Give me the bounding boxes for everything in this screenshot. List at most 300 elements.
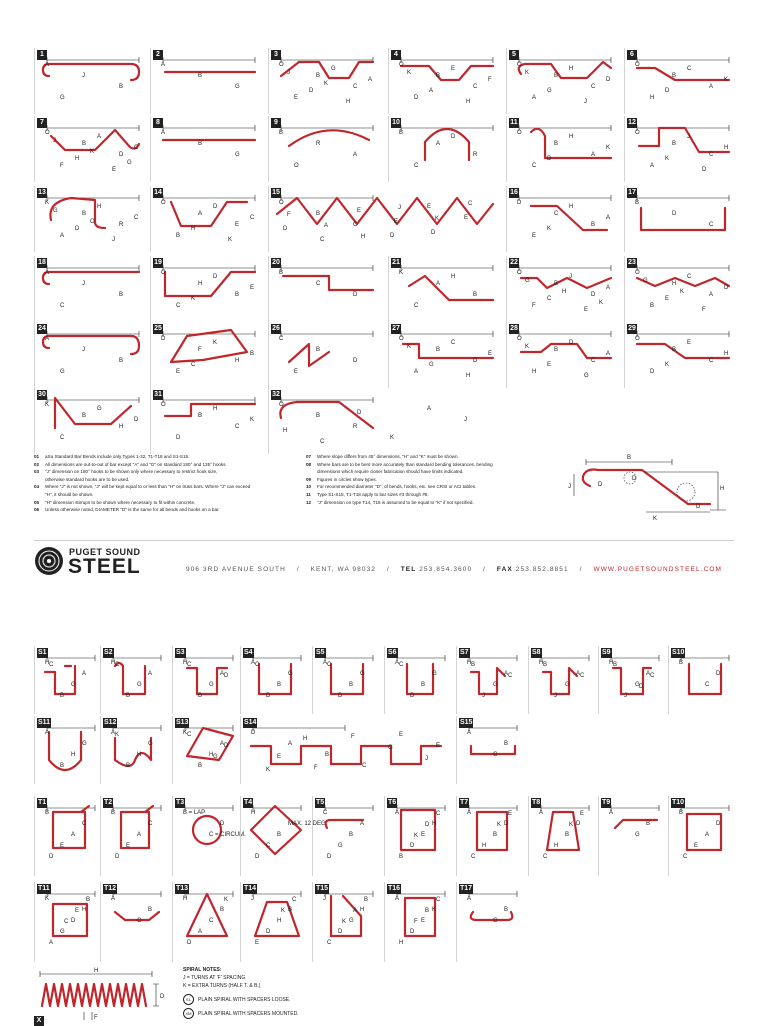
dimension-label: B — [148, 907, 153, 913]
dimension-label: D — [724, 285, 729, 291]
dimension-label: C — [687, 274, 692, 280]
dimension-label: D — [161, 336, 166, 342]
dimension-label: C — [508, 673, 513, 679]
dimension-label: B — [425, 908, 430, 914]
dimension-label: E — [60, 843, 65, 849]
bar-shape — [637, 68, 729, 80]
type-number-badge: 17 — [628, 189, 636, 196]
dimension-label: J — [464, 417, 467, 423]
dimension-label: O — [90, 219, 95, 225]
tie-type-t9 — [598, 796, 666, 876]
dimension-label: K — [45, 896, 50, 902]
bend-shape-drawing — [529, 796, 597, 876]
dimension-label: B — [554, 347, 559, 353]
dimension-label: A — [467, 810, 472, 816]
type-number-badge: 30 — [38, 391, 46, 398]
city: KENT, WA 98032 — [310, 566, 377, 573]
bend-shape-drawing — [35, 388, 151, 454]
dimension-line — [401, 331, 493, 337]
dimension-label: C — [353, 222, 358, 228]
tie-type-t5 — [312, 796, 380, 876]
type-number-badge: T3 — [176, 799, 185, 806]
dimension-label: A — [288, 741, 293, 747]
dimension-label: G — [60, 369, 65, 375]
dimension-label: A — [220, 741, 225, 747]
type-number-badge: T10 — [672, 799, 685, 806]
dimension-label: F — [488, 77, 492, 83]
dimension-label: B — [86, 897, 91, 903]
dimension-label: C — [60, 435, 65, 441]
bend-shape-drawing — [625, 186, 741, 252]
dimension-label: G — [429, 362, 434, 368]
truss-bar-detail — [560, 452, 740, 522]
dimension-label: H — [466, 373, 471, 379]
dimension-label: A — [353, 152, 358, 158]
dimension-label: E — [687, 340, 692, 346]
dimension-label: H — [554, 843, 559, 849]
bar-shape — [283, 276, 373, 290]
bend-shape-drawing — [385, 796, 453, 876]
dimension-label: E — [394, 219, 399, 225]
bar-shape — [187, 894, 227, 936]
separator: / — [386, 566, 390, 573]
dimension-label: C — [547, 296, 552, 302]
stirrup-type-s4 — [240, 646, 308, 714]
dimension-label: A — [45, 730, 50, 736]
bar-bend-type-4 — [388, 48, 504, 114]
dimension-label: H — [562, 289, 567, 295]
spiral-notes-title: SPIRAL NOTES: — [183, 967, 222, 973]
bend-shape-drawing — [625, 116, 741, 182]
bar-bend-type-5 — [506, 48, 622, 114]
type-number-badge: T2 — [104, 799, 113, 806]
type-number-badge: T8 — [532, 799, 541, 806]
dimension-label: O — [635, 336, 640, 342]
dimension-line — [47, 397, 139, 403]
dimension-label: A — [82, 671, 87, 677]
tie-type-t8 — [528, 796, 596, 876]
dimension-label: B — [554, 73, 559, 79]
dimension-label: K — [665, 362, 670, 368]
bar-shape — [547, 812, 579, 850]
dimension-label: B — [316, 413, 321, 419]
dimension-label: D — [327, 854, 332, 860]
dimension-label: K — [525, 70, 530, 76]
dimension-line — [185, 655, 233, 661]
dimension-line — [637, 331, 729, 337]
dimension-label: K — [191, 296, 196, 302]
dimension-label: D — [716, 821, 721, 827]
bar-bend-type-31 — [150, 388, 266, 454]
bar-shape — [521, 344, 611, 358]
dimension-label: C — [320, 439, 325, 445]
type-number-badge: 4 — [391, 50, 401, 60]
note-number: 06 — [34, 507, 40, 513]
dimension-label: E — [421, 918, 426, 924]
dimension-label: G — [643, 278, 648, 284]
spiral-option-text: PLAIN SPIRAL WITH SPACERS LOOSE. — [198, 996, 291, 1003]
dimension-label: D — [220, 821, 225, 827]
dimension-label: H — [97, 204, 102, 210]
stirrup-type-s11 — [34, 716, 102, 784]
bar-bend-type-21 — [388, 256, 504, 322]
dimension-label: A — [251, 660, 256, 666]
dimension-label: B — [119, 292, 124, 298]
dimension-label: E — [235, 222, 240, 228]
detail-label-d1: D — [598, 482, 603, 488]
dimension-label: O — [161, 200, 166, 206]
type-number-badge: S10 — [672, 649, 685, 656]
dimension-label: H — [569, 66, 574, 72]
dimension-label: B — [349, 832, 354, 838]
dimension-label: O — [517, 130, 522, 136]
dimension-label: D — [606, 77, 611, 83]
bar-shape — [45, 666, 75, 694]
bar-bend-type-10 — [388, 116, 504, 182]
type-number-badge: T15 — [316, 885, 329, 892]
dimension-label: J — [82, 73, 85, 79]
dimension-label: H — [432, 821, 437, 827]
dimension-label: C — [683, 854, 688, 860]
dimension-label: E — [399, 732, 404, 738]
bar-bend-type-27 — [388, 322, 504, 388]
type-number-badge: S11 — [38, 719, 51, 726]
note-text: Unless otherwise noted, DIAMETER "D" is the same for all bends and hooks on a bar. — [45, 507, 220, 513]
dimension-label: B — [235, 292, 240, 298]
dimension-label: C — [543, 854, 548, 860]
dimension-label: A — [45, 336, 50, 342]
dimension-line — [681, 805, 729, 811]
dimension-label: O — [294, 163, 299, 169]
bar-shape — [51, 130, 139, 150]
dimension-label: C — [414, 303, 419, 309]
note-row — [34, 468, 250, 476]
tel-number: 253.854.3600 — [419, 566, 473, 573]
bend-shape-drawing — [151, 48, 267, 114]
dimension-label: C — [353, 84, 358, 90]
bar-shape — [637, 344, 729, 358]
note-number: 12 — [306, 499, 312, 505]
dimension-label: A — [324, 223, 329, 229]
type-number-badge: T14 — [244, 885, 257, 892]
dimension-label: D — [504, 821, 509, 827]
dimension-label: A — [45, 62, 50, 68]
dimension-label: A — [220, 671, 225, 677]
dimension-line — [519, 57, 611, 63]
dimension-label: A — [60, 233, 65, 239]
dimension-label: B — [325, 752, 330, 758]
dimension-label: B — [679, 810, 684, 816]
dimension-label: H — [183, 896, 188, 902]
dimension-line — [163, 265, 255, 271]
dimension-label: C — [316, 281, 321, 287]
type-number-badge: 19 — [154, 259, 162, 266]
dimension-label: D — [410, 693, 415, 699]
dimension-label: A — [429, 88, 434, 94]
dimension-label: A — [45, 270, 50, 276]
bend-shape-drawing — [389, 116, 505, 182]
dimension-label: J — [398, 205, 401, 211]
dimension-line — [47, 57, 139, 63]
stirrup-type-s13 — [172, 716, 240, 784]
type-number-badge: S15 — [460, 719, 473, 726]
dimension-label: H — [191, 226, 196, 232]
dimension-label: B — [473, 292, 478, 298]
dimension-label: G — [493, 752, 498, 758]
dimension-label: E — [277, 754, 282, 760]
bend-shape-drawing — [35, 48, 151, 114]
dimension-label: J — [425, 756, 428, 762]
dimension-line — [637, 265, 729, 271]
type-number-badge: 7 — [37, 118, 47, 128]
type-number-badge: T6 — [388, 799, 397, 806]
dimension-label: D — [75, 226, 80, 232]
dimension-label: K — [569, 822, 574, 828]
dimension-label: F — [351, 734, 355, 740]
stirrup-type-s2 — [100, 646, 168, 714]
dimension-label: C — [473, 84, 478, 90]
dimension-label: K — [665, 156, 670, 162]
bar-shape — [43, 64, 139, 80]
dimension-label: D — [431, 230, 436, 236]
dimension-label: B — [613, 662, 618, 668]
dimension-label: A — [705, 832, 710, 838]
note-number: 07 — [306, 454, 312, 459]
dimension-label: E — [357, 208, 362, 214]
type-badge-x: X — [34, 1016, 44, 1026]
dimension-line — [47, 265, 139, 271]
dimension-label: J — [251, 896, 254, 902]
dimension-label: J — [624, 693, 627, 699]
bar-bend-type-24 — [34, 322, 150, 388]
dimension-label: G — [349, 918, 354, 924]
dimension-label: C — [115, 662, 120, 668]
dimension-label: J — [687, 134, 690, 140]
dimension-label: D — [255, 854, 260, 860]
note-text: "H", it should be shown. — [45, 491, 94, 497]
dimension-label: K — [390, 435, 395, 441]
dimension-label: B — [198, 413, 203, 419]
note-text: otherwise standard hooks are to be used. — [45, 476, 130, 482]
bend-shape-drawing — [457, 882, 525, 962]
type-number-badge: T13 — [176, 885, 189, 892]
dimension-label: F — [702, 307, 706, 313]
dimension-label: B — [82, 211, 87, 217]
dimension-label: E — [294, 369, 299, 375]
dimension-label: D — [390, 233, 395, 239]
dimension-label: B — [565, 832, 570, 838]
bend-shape-drawing — [669, 796, 737, 876]
dimension-label: K — [183, 730, 188, 736]
note-number: 02 — [34, 461, 40, 467]
type-number-badge: 1 — [37, 50, 47, 60]
note-text: Where slope differs from 45° dimensions, "H" and "K" must be shown. — [317, 454, 459, 459]
type-number-badge: 10 — [392, 119, 400, 126]
dimension-label: B — [82, 141, 87, 147]
dimension-label: K — [45, 402, 50, 408]
stirrup-type-s15 — [456, 716, 524, 784]
dimension-line — [253, 725, 345, 731]
dimension-label: B — [554, 141, 559, 147]
stirrup-type-s8 — [528, 646, 596, 714]
bend-shape-drawing — [35, 256, 151, 322]
dimension-label: B — [650, 303, 655, 309]
dimension-label: G — [584, 373, 589, 379]
type-number-badge: S4 — [244, 649, 253, 656]
dimension-label: H — [75, 156, 80, 162]
dimension-label: H — [609, 660, 614, 666]
dimension-label: K — [724, 77, 729, 83]
dimension-line — [519, 331, 611, 337]
dimension-label: E — [126, 843, 131, 849]
stirrup-type-s1 — [34, 646, 102, 714]
dimension-label: E — [694, 843, 699, 849]
dimension-label: D — [251, 730, 256, 736]
bend-shape-drawing — [101, 796, 169, 876]
dimension-label: K — [266, 767, 271, 773]
dimension-label: K — [547, 226, 552, 232]
bar-bend-type-9 — [268, 116, 384, 182]
dimension-label: E — [176, 369, 181, 375]
type-number-badge: T17 — [460, 885, 473, 892]
dimension-label: H — [213, 406, 218, 412]
note-row — [306, 483, 493, 491]
bar-bend-type-12 — [624, 116, 740, 182]
dimension-label: A — [111, 896, 116, 902]
dimension-label: A — [148, 671, 153, 677]
dimension-label: D — [119, 152, 124, 158]
spiral-note-line: K = EXTRA TURNS (HALF T. & B.) — [183, 983, 261, 989]
dimension-label: C — [148, 821, 153, 827]
dimension-label: K — [213, 340, 218, 346]
dimension-label: R — [473, 152, 478, 158]
bar-shape — [251, 806, 301, 854]
dimension-label: E — [294, 95, 299, 101]
separator: / — [483, 566, 486, 573]
bend-shape-drawing — [313, 882, 381, 962]
dimension-label: D — [266, 929, 271, 935]
bend-shape-drawing — [507, 116, 623, 182]
dimension-label: D — [338, 693, 343, 699]
dimension-label: A — [198, 211, 203, 217]
dimension-label: B — [399, 130, 404, 136]
bar-shape — [259, 664, 291, 694]
note-row — [34, 483, 250, 491]
dimension-label: H — [283, 428, 288, 434]
dimension-label: G — [338, 843, 343, 849]
dimension-label: A — [606, 215, 611, 221]
dimension-label: C — [255, 662, 260, 668]
separator: / — [296, 566, 300, 573]
xm-badge-icon: XM — [183, 1008, 194, 1019]
dimension-label: D — [357, 410, 362, 416]
dimension-label: O — [517, 270, 522, 276]
type-number-badge: T5 — [316, 799, 325, 806]
dimension-label: B — [198, 763, 203, 769]
dimension-label: B — [82, 413, 87, 419]
dimension-label: D — [547, 156, 552, 162]
dimension-label: B — [119, 84, 124, 90]
type-number-badge: 25 — [154, 325, 162, 332]
dimension-label: B — [126, 763, 131, 769]
dimension-label: C — [82, 821, 87, 827]
dimension-label: D — [283, 226, 288, 232]
stirrup-type-s5 — [312, 646, 380, 714]
dimension-label: E — [75, 908, 80, 914]
dimension-label: C — [327, 662, 332, 668]
dimension-label: C — [134, 145, 139, 151]
type-number-badge: S1 — [38, 649, 47, 656]
dimension-label: B — [471, 662, 476, 668]
dimension-line — [611, 655, 659, 661]
bend-shape-drawing — [385, 882, 453, 962]
dimension-label: B — [543, 662, 548, 668]
tie-type-t2 — [100, 796, 168, 876]
dimension-label: C — [250, 215, 255, 221]
dimension-label: H — [277, 918, 282, 924]
bend-shape-drawing — [35, 116, 151, 182]
bar-bend-type-20 — [268, 256, 384, 322]
dimension-label: E — [427, 204, 432, 210]
dimension-label: B — [635, 200, 640, 206]
note-text: All dimensions are out-to-out of bar except "A" and "G" on standard 180° and 135° hooks. — [45, 461, 227, 467]
dimension-label: D — [187, 940, 192, 946]
dimension-label: A — [414, 369, 419, 375]
dimension-label: G — [388, 745, 393, 751]
type-number-badge: 18 — [38, 259, 46, 266]
sl-badge-icon: SL — [183, 994, 194, 1005]
dimension-line — [469, 725, 517, 731]
type-number-badge: 13 — [38, 189, 46, 196]
dimension-label: D — [451, 134, 456, 140]
note-text: For recommended diameter "D", of bends, hooks, etc. see CRSI or ACI tables. — [317, 484, 477, 490]
dimension-label: C — [399, 662, 404, 668]
bar-shape — [281, 62, 373, 78]
dimension-label: B — [60, 693, 65, 699]
dimension-label: F — [60, 163, 64, 169]
bar-shape — [521, 278, 611, 288]
type-number-badge: 21 — [392, 259, 400, 266]
bend-shape-drawing — [507, 256, 623, 322]
website-link[interactable]: WWW.PUGETSOUNDSTEEL.COM — [593, 566, 723, 573]
fax-number: 253.852.8851 — [515, 566, 569, 573]
dimension-label: O — [161, 402, 166, 408]
dimension-label: D — [134, 417, 139, 423]
bend-shape-drawing — [599, 796, 667, 876]
bend-shape-drawing — [389, 256, 505, 322]
note-number: 01 — [34, 454, 40, 459]
note-row — [34, 453, 250, 461]
dimension-label: A — [650, 163, 655, 169]
bar-bend-type-22 — [506, 256, 622, 322]
dimension-label: D — [517, 200, 522, 206]
type-number-badge: S14 — [244, 719, 257, 726]
dimension-label: D — [672, 211, 677, 217]
dimension-label: B — [421, 682, 426, 688]
dimension-label: D — [410, 843, 415, 849]
dimension-label: G — [127, 160, 132, 166]
dimension-label: B — [111, 810, 116, 816]
bar-bend-type-13 — [34, 186, 150, 252]
dimension-label: C — [650, 673, 655, 679]
bar-bend-type-17 — [624, 186, 740, 252]
dimension-label: E — [421, 832, 426, 838]
dimension-label: C — [451, 340, 456, 346]
dimension-label: J — [569, 274, 572, 280]
dimension-label: D — [425, 822, 430, 828]
bend-shape-drawing — [269, 388, 507, 454]
dimension-label: K — [525, 344, 530, 350]
